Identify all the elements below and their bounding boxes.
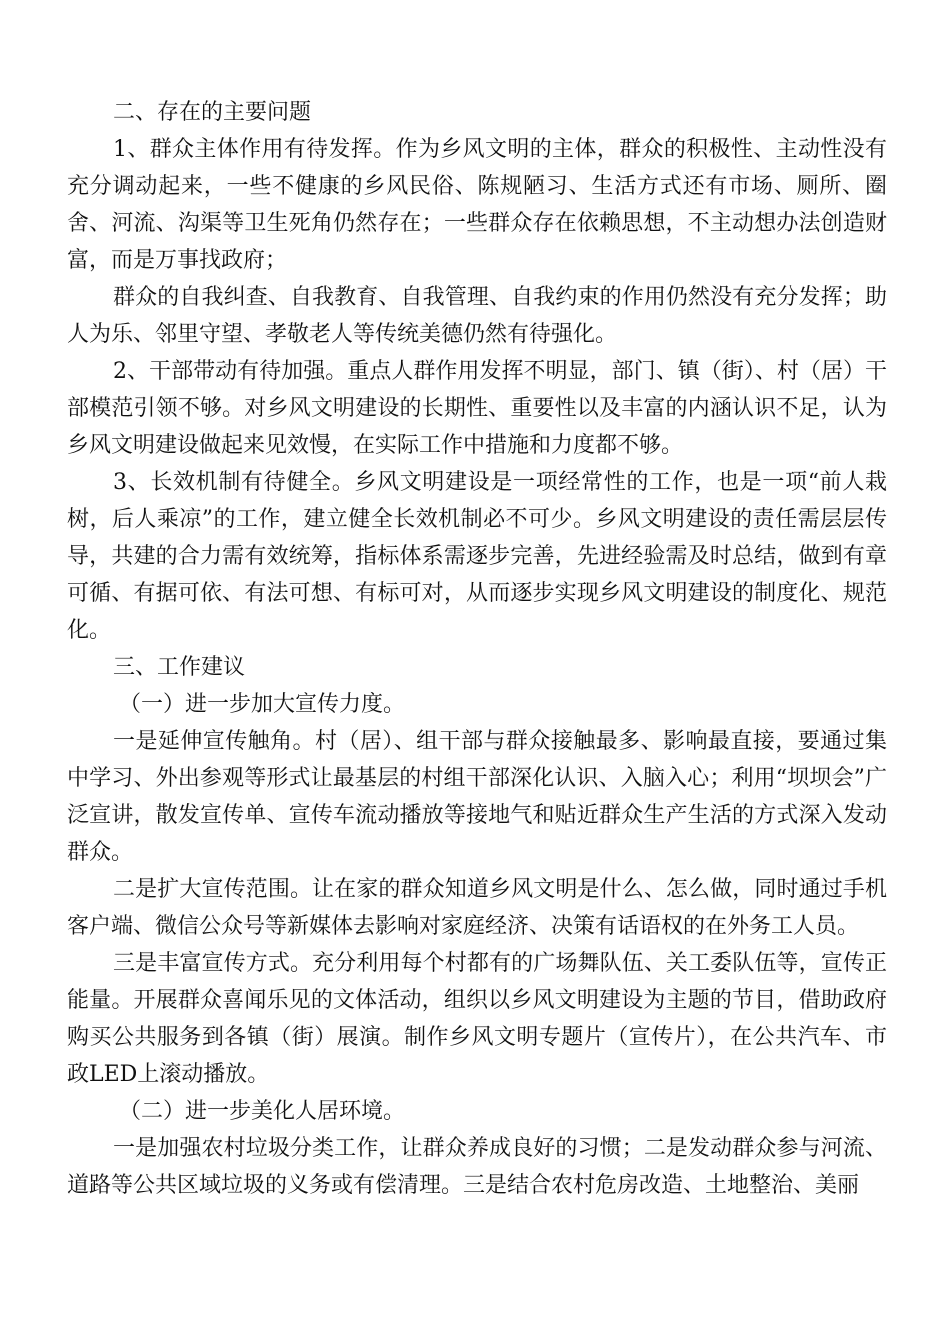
paragraph-extend-publicity: 一是延伸宣传触角。村（居）、组干部与群众接触最多、影响最直接，要通过集中学习、外出参观等形式让最基层的村组干部深化认识、入脑入心；利用“坝坝会”广泛宣讲，散发宣传单、宣传车流动播放等接地气和贴近群众生产生活的方式深入发动群众。	[67, 729, 887, 865]
document-body	[67, 94, 887, 1204]
paragraph-cadre-leadership: 2、干部带动有待加强。重点人群作用发挥不明显，部门、镇（街）、村（居）干部模范引领不够。对乡风文明建设的长期性、重要性以及丰富的内涵认识不足，认为乡风文明建设做起来见效慢，在实际工作中措施和力度都不够。	[67, 359, 887, 458]
section-heading-suggestions: 三、工作建议	[113, 655, 246, 680]
paragraph-long-term-mechanism: 3、长效机制有待健全。乡风文明建设是一项经常性的工作，也是一项“前人栽树，后人乘凉”的工作，建立健全长效机制必不可少。乡风文明建设的责任需层层传导，共建的合力需有效统筹，指标体系需逐步完善，先进经验需及时总结，做到有章可循、有据可依、有法可想、有标可对，从而逐步实现乡风文明建设的制度化、规范化。	[67, 470, 887, 643]
paragraph-masses-role: 1、群众主体作用有待发挥。作为乡风文明的主体，群众的积极性、主动性没有充分调动起来，一些不健康的乡风民俗、陈规陋习、生活方式还有市场、厕所、圈舍、河流、沟渠等卫生死角仍然存在；一些群众存在依赖思想，不主动想办法创造财富，而是万事找政府；	[67, 137, 887, 273]
subheading-publicity: （一）进一步加大宣传力度。	[119, 692, 406, 717]
paragraph-enrich-methods: 三是丰富宣传方式。充分利用每个村都有的广场舞队伍、关工委队伍等，宣传正能量。开展群众喜闻乐见的文体活动，组织以乡风文明建设为主题的节目，借助政府购买公共服务到各镇（街）展演。制作乡风文明专题片（宣传片），在公共汽车、市政LED上滚动播放。	[67, 951, 887, 1087]
section-heading-problems: 二、存在的主要问题	[113, 100, 312, 125]
paragraph-self-discipline: 群众的自我纠查、自我教育、自我管理、自我约束的作用仍然没有充分发挥；助人为乐、邻里守望、孝敬老人等传统美德仍然有待强化。	[67, 285, 887, 347]
subheading-living-environment: （二）进一步美化人居环境。	[119, 1099, 406, 1124]
paragraph-waste-sorting: 一是加强农村垃圾分类工作，让群众养成良好的习惯；二是发动群众参与河流、道路等公共区域垃圾的义务或有偿清理。三是结合农村危房改造、土地整治、美丽	[67, 1136, 887, 1198]
paragraph-expand-scope: 二是扩大宣传范围。让在家的群众知道乡风文明是什么、怎么做，同时通过手机客户端、微信公众号等新媒体去影响对家庭经济、决策有话语权的在外务工人员。	[67, 877, 887, 939]
